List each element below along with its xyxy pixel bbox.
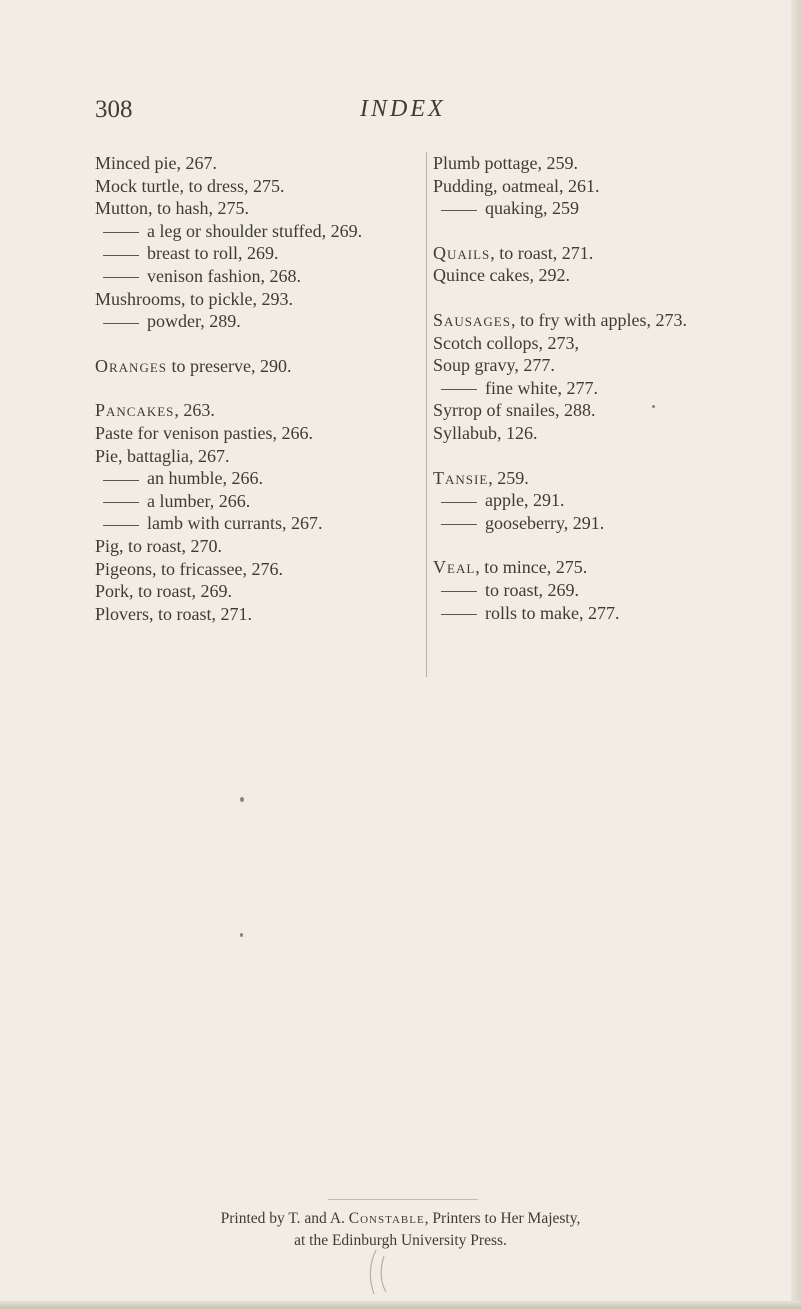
index-entry: Pie, battaglia, 267. (95, 445, 230, 466)
index-entry: Mock turtle, to dress, 275. (95, 175, 285, 196)
ditto-rule (441, 389, 477, 390)
index-sub-entry: lamb with currants, 267. (95, 512, 415, 535)
ditto-rule (441, 502, 477, 503)
index-entry: Tansie, 259. (433, 467, 529, 488)
index-letter-head: Sausages (433, 309, 511, 330)
index-entry: Pudding, oatmeal, 261. (433, 175, 600, 196)
page-bottom-edge (0, 1301, 801, 1309)
index-sub-entry: rolls to make, 277. (433, 602, 793, 625)
index-sub-entry: a leg or shoulder stuffed, 269. (95, 220, 415, 243)
ditto-rule (441, 524, 477, 525)
index-entry: Mutton, to hash, 275. (95, 198, 250, 219)
index-entry: Pork, to roast, 269. (95, 581, 232, 602)
index-entry: Pancakes, 263. (95, 400, 215, 421)
index-entry: Quince cakes, 292. (433, 265, 570, 286)
index-entry: Scotch collops, 273, (433, 332, 579, 353)
index-entry: Syllabub, 126. (433, 422, 538, 443)
printer-imprint (0, 1208, 801, 1252)
index-entry: Paste for venison pasties, 266. (95, 422, 313, 443)
index-entry: Sausages, to fry with apples, 273. (433, 309, 687, 330)
index-entry: Oranges to preserve, 290. (95, 355, 292, 376)
index-sub-entry: powder, 289. (95, 310, 415, 333)
index-letter-head: Oranges (95, 355, 168, 376)
running-head: INDEX (360, 96, 446, 122)
ink-speck (240, 797, 244, 802)
footer-rule (328, 1199, 478, 1200)
index-entry: Plovers, to roast, 271. (95, 603, 252, 624)
ditto-rule (441, 591, 477, 592)
entry-gap (433, 445, 793, 467)
index-sub-entry: apple, 291. (433, 489, 793, 512)
entry-gap (95, 377, 415, 399)
imprint-line-1: Printed by T. and A. Constable, Printers to Her Majesty, (220, 1210, 581, 1227)
index-sub-entry: a lumber, 266. (95, 490, 415, 513)
ditto-rule (103, 232, 139, 233)
ditto-rule (441, 614, 477, 615)
index-sub-entry: fine white, 277. (433, 377, 793, 400)
index-column-right (433, 152, 793, 624)
ditto-rule (103, 277, 139, 278)
index-sub-entry: breast to roll, 269. (95, 242, 415, 265)
ink-speck (240, 933, 243, 937)
index-sub-entry: venison fashion, 268. (95, 265, 415, 288)
ink-speck (652, 405, 655, 408)
index-sub-entry: an humble, 266. (95, 467, 415, 490)
pencil-mark (366, 1248, 402, 1298)
index-entry: Soup gravy, 277. (433, 355, 555, 376)
ditto-rule (441, 210, 477, 211)
ditto-rule (103, 323, 139, 324)
index-letter-head: Pancakes (95, 400, 175, 421)
page-header (0, 96, 801, 136)
index-entry: Veal, to mince, 275. (433, 557, 588, 578)
index-entry: Plumb pottage, 259. (433, 153, 578, 173)
ditto-rule (103, 525, 139, 526)
imprint-line-2: at the Edinburgh University Press. (294, 1232, 507, 1249)
column-divider (426, 152, 427, 677)
ditto-rule (103, 502, 139, 503)
index-entry: Pigeons, to fricassee, 276. (95, 558, 283, 579)
index-entry: Mushrooms, to pickle, 293. (95, 288, 293, 309)
ditto-rule (103, 255, 139, 256)
index-entry: Syrrop of snailes, 288. (433, 400, 596, 421)
index-entry: Quails, to roast, 271. (433, 242, 594, 263)
entry-gap (433, 220, 793, 242)
index-sub-entry: quaking, 259 (433, 197, 793, 220)
index-column-left (95, 152, 415, 625)
index-letter-head: Tansie (433, 467, 489, 488)
index-sub-entry: gooseberry, 291. (433, 512, 793, 535)
imprint-printer-name: Constable (348, 1210, 425, 1227)
index-sub-entry: to roast, 269. (433, 579, 793, 602)
index-entry: Minced pie, 267. (95, 153, 217, 173)
ditto-rule (103, 480, 139, 481)
index-entry: Pig, to roast, 270. (95, 535, 223, 556)
index-letter-head: Quails (433, 242, 491, 263)
entry-gap (433, 534, 793, 556)
entry-gap (95, 333, 415, 355)
page-number: 308 (95, 96, 133, 123)
index-letter-head: Veal (433, 557, 476, 578)
entry-gap (433, 287, 793, 309)
